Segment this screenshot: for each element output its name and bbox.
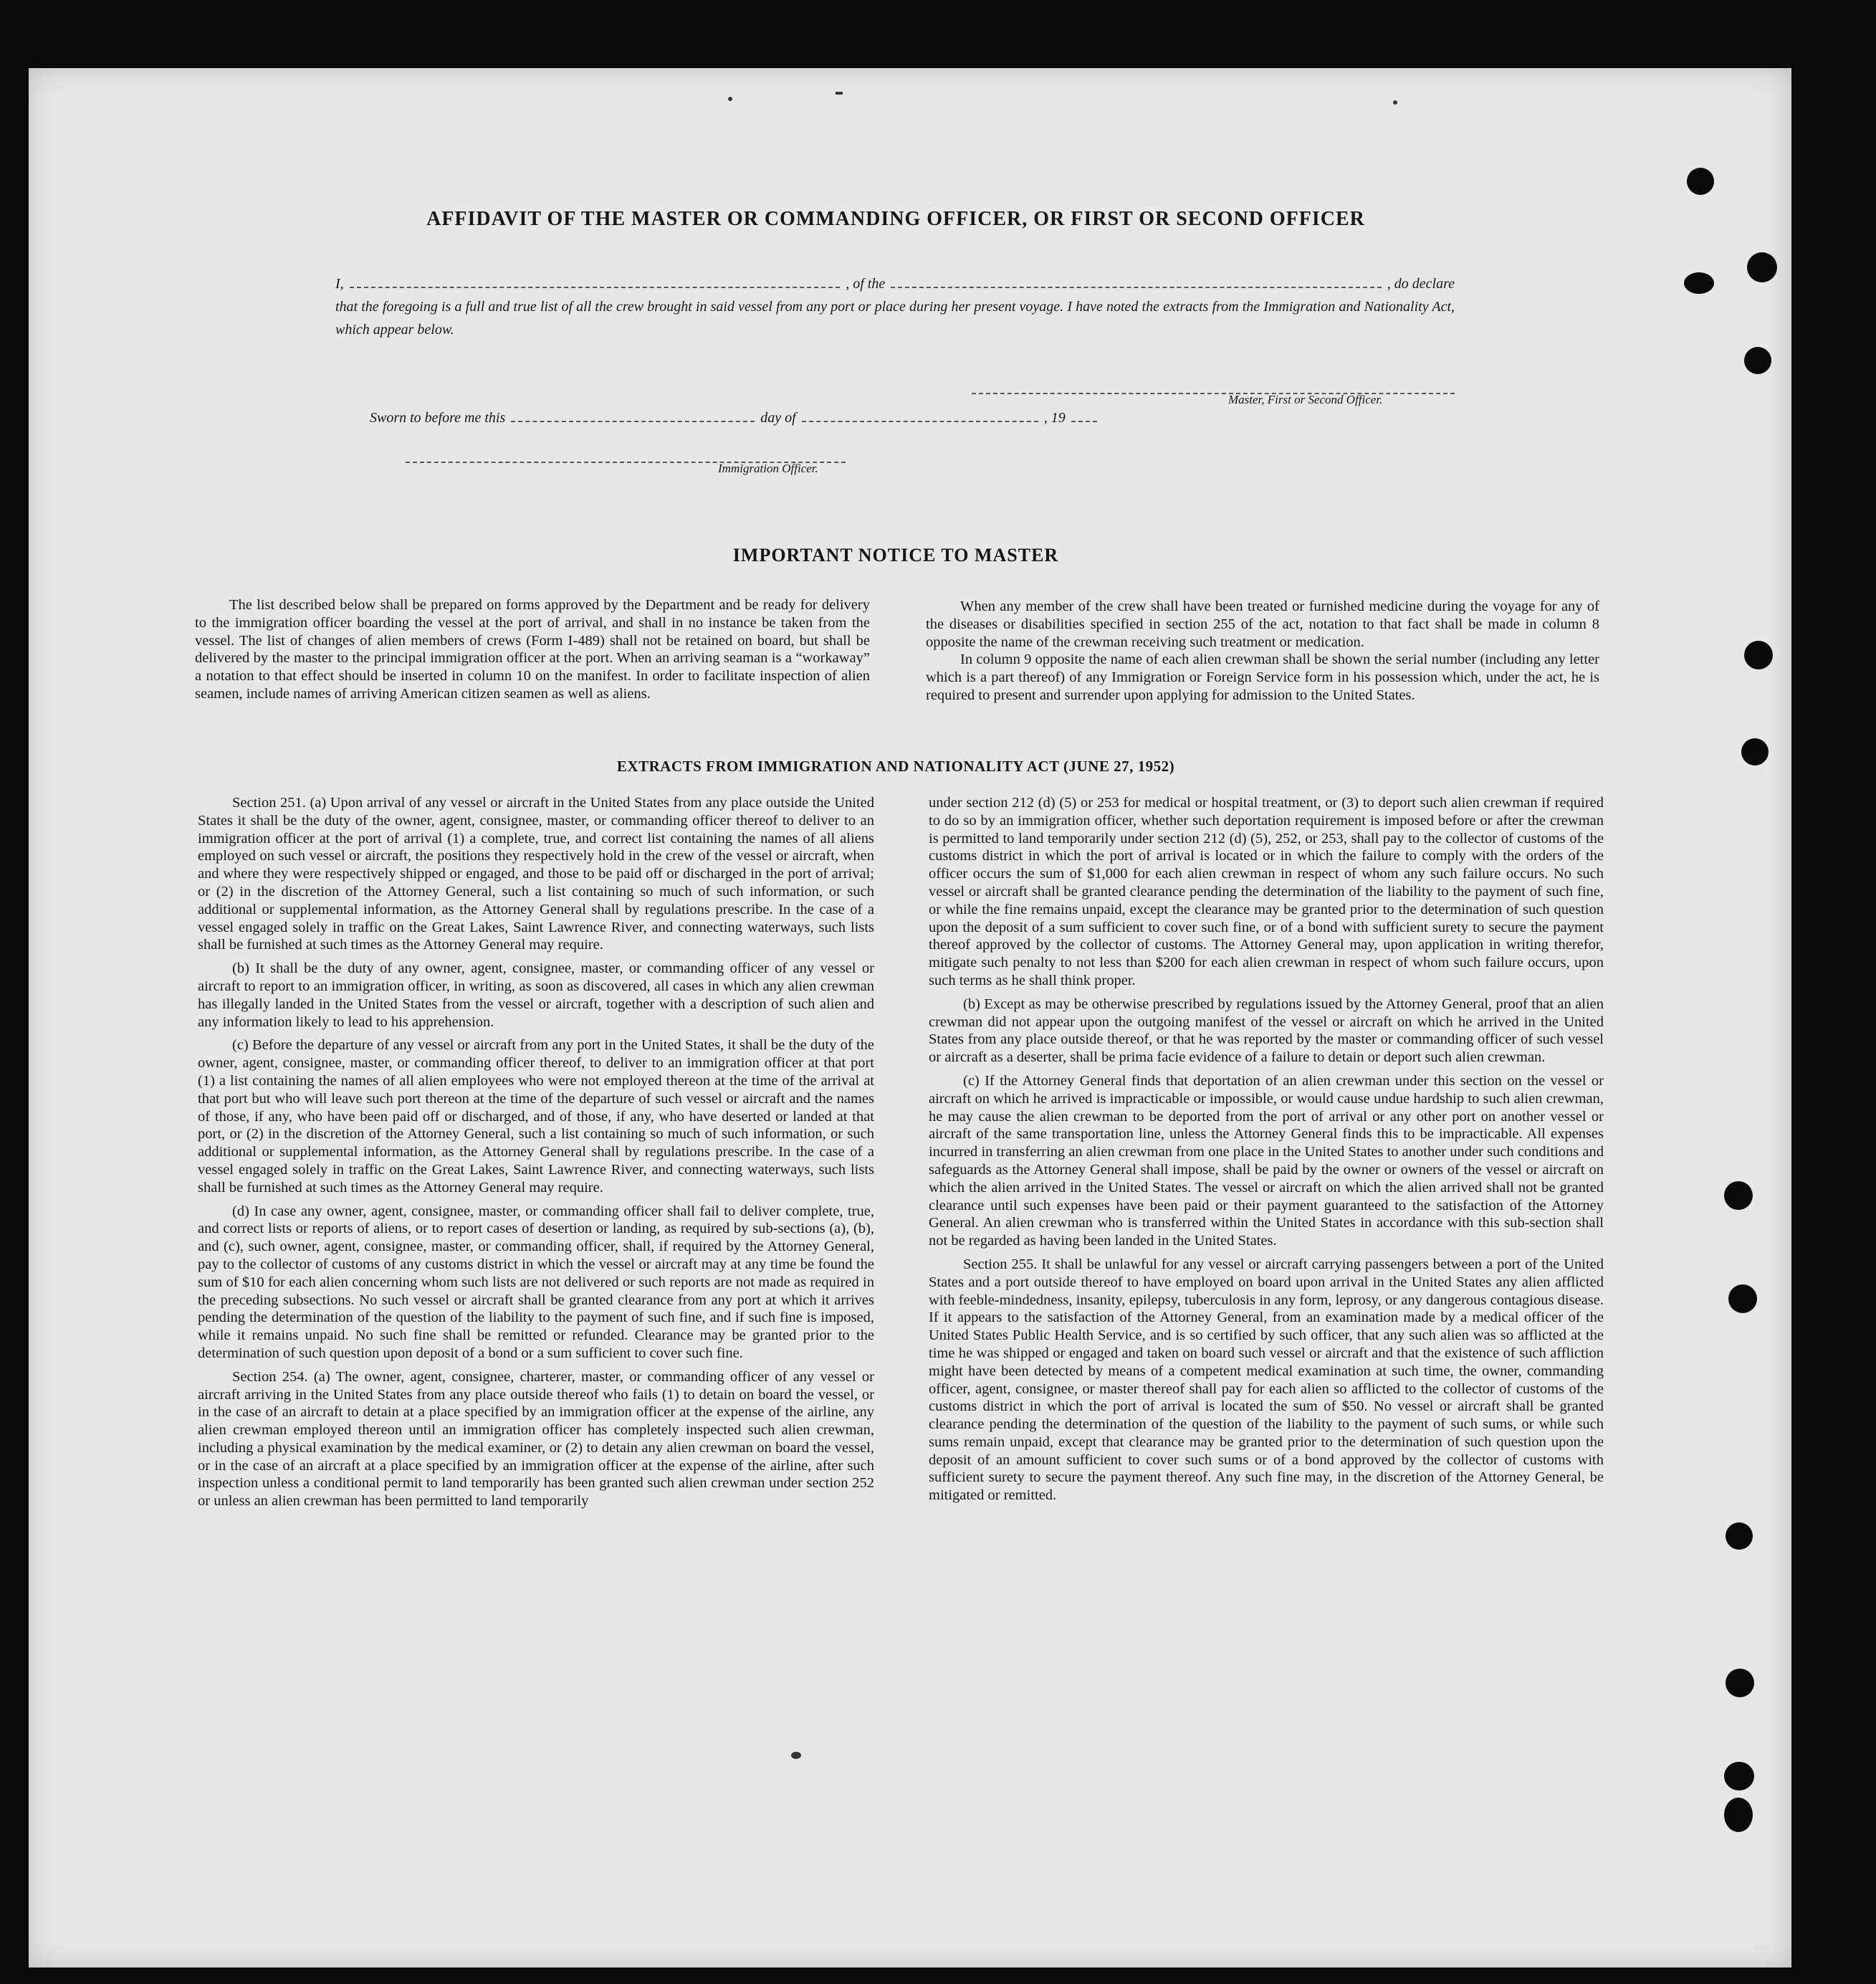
sworn-month-field[interactable] [802,412,1038,422]
section-paragraph: Section 254. (a) The owner, agent, consignee, charterer, master, or commanding officer of any vessel or aircraft arriving in the United States from any place outside thereof who fails (1) to detain on board the vessel, or in the case of an aircraft to detain at a place specified by an immigration officer at the expense of the airline, any alien crewman employed thereon until an immigration officer has completely inspected such alien crewman, including a physical examination by the medical examiner, or (2) to detain any alien crewman on board the vessel, or in the case of an aircraft at a place specified by an immigration officer at the expense of the airline, after such inspection unless a conditional permit to land temporarily has been granted such alien crewman under section 252 or unless an alien crewman has been permitted to land temporarily [198,1368,874,1510]
do-declare-label: , do declare [1387,276,1455,292]
punch-hole [1728,1284,1757,1313]
section-paragraph: (d) In case any owner, agent, consignee, master, or commanding officer shall fail to deliver complete, true, and correct lists or reports of aliens, or to report cases of desertion or landing, as required by sub-sections (a), (b), and (c), such owner, agent, consignee, master, or commanding officer, shall, if required by the Attorney General, pay to the collector of customs of any customs district in which the vessel or aircraft may at any time be found the sum of $10 for each alien concerning whom such lists are not delivered or such reports are not made as required in the preceding subsections. No such vessel or aircraft shall be granted clearance from any port at which it arrives pending the determination of the question of the liability to the payment of such fine, and if such fine is imposed, while it remains unpaid. No such fine shall be remitted or refunded. Clearance may be granted prior to the determination of such question upon deposit of a bond or a sum sufficient to cover such fine. [198,1203,874,1361]
vessel-name-field[interactable] [891,277,1382,288]
section-paragraph: (b) Except as may be otherwise prescribed by regulations issued by the Attorney General, proof that an alien crewman did not appear upon the outgoing manifest of the vessel or aircraft on which he arrived in the United States from any place outside thereof, or that he was reported by the master or commanding officer of such vessel or aircraft as a deserter, shall be prima facie evidence of a failure to detain or deport such alien crewman. [929,996,1604,1066]
section-paragraph: (c) Before the departure of any vessel or aircraft from any port in the United States, it shall be the duty of the owner, agent, consignee, master, or commanding officer thereof, to deliver to an immigration officer at that port (1) a list containing the names of all alien employees who were not employed thereon at the time of the arrival at that port but who will leave such port thereon at the time of the departure of such vessel or aircraft and the names of those, if any, who have been paid off or discharged, and of those, if any, who have deserted or landed at that port, or (2) in the discretion of the Attorney General, such a list containing so much of such information, or such additional or supplemental information, as the Attorney General shall by regulations prescribe. In the case of a vessel engaged solely in traffic on the Great Lakes, Saint Lawrence River, and connecting waterways, such lists shall be furnished at such times as the Attorney General may require. [198,1037,874,1196]
sworn-line [370,410,1179,426]
immigration-officer-label: Immigration Officer. [718,462,818,475]
sworn-year-field[interactable] [1071,412,1097,422]
stray-mark [728,97,732,101]
section-paragraph: (c) If the Attorney General finds that deportation of an alien crewman under this section on the vessel or aircraft on which he arrived is impracticable or impossible, or would cause undue hardship to such alien crewman, he may cause the alien crewman to be deported from the port of arrival or any other port on another vessel or aircraft of the same transportation line, unless the Attorney General finds this to be impracticable. All expenses incurred in transferring an alien crewman from one place in the United States to another under such conditions and safeguards as the Attorney General shall impose, shall be paid by the owner or owners of the vessel or aircraft on which the alien arrived in the United States. The vessel or aircraft on which the alien arrived shall not be granted clearance until such expenses have been paid or their payment guaranteed to the satisfaction of the Attorney General. An alien crewman who is transferred within the United States in accordance with this sub-section shall not be regarded as having been landed in the United States. [929,1072,1604,1249]
punch-hole [1726,1522,1753,1550]
extracts-left-column [198,794,874,1516]
notice-paragraph: When any member of the crew shall have been treated or furnished medicine during the voyage for any of the diseases or disabilities specified in section 255 of the act, notation to that fact shall be made in column 8 opposite the name of the crewman receiving such treatment or medication. [926,598,1599,650]
section-paragraph: Section 255. It shall be unlawful for any vessel or aircraft carrying passengers between a port of the United States and a port outside thereof to have employed on board upon arrival in the United States any alien afflicted with feeble-mindedness, insanity, epilepsy, tuberculosis in any form, leprosy, or any dangerous contagious disease. If it appears to the satisfaction of the Attorney General, from an examination made by a medical officer of the United States Public Health Service, and is so certified by such officer, that any such alien was so afflicted at the time he was shipped or engaged and taken on board such vessel or aircraft and that the existence of such affliction might have been detected by means of a competent medical examination at such time, the owner, commanding officer, agent, consignee, or master thereof shall pay for each alien so afflicted to the collector of customs of the customs district in which the port of arrival is located the sum of $50. No vessel or aircraft shall be granted clearance pending the determination of the question of the liability to the payment of such sums, or while such sums remain unpaid, except that clearance may be granted prior to the determination of such question upon the deposit of an amount sufficient to cover such sums or of a bond approved by the collector of customs with sufficient surety to secure the payment thereof. Any such fine may, in the discretion of the Attorney General, be mitigated or remitted. [929,1256,1604,1504]
declarant-name-field[interactable] [350,277,841,288]
extracts-right-column [929,794,1604,1510]
punch-hole [1724,1762,1754,1790]
master-signature-label: Master, First or Second Officer. [1228,393,1383,406]
section-paragraph: (b) It shall be the duty of any owner, agent, consignee, master, or commanding officer of any vessel or aircraft to report to an immigration officer, in writing, as soon as discovered, all cases in which any alien crewman has illegally landed in the United States from the vessel or aircraft, together with a description of such alien and any information likely to lead to his apprehension. [198,960,874,1030]
section-paragraph: under section 212 (d) (5) or 253 for medical or hospital treatment, or (3) to deport such alien crewman if required to do so by an immigration officer, whether such deportation requirement is imposed before or after the crewman is permitted to land temporarily under section 212 (d) (5), 252, or 253, shall pay to the collector of customs of the customs district in which the port of arrival is located or in which the failure to comply with the orders of the officer occurs the sum of $1,000 for each alien crewman in respect of whom any such failure occurs. No such vessel or aircraft shall be granted clearance pending the determination of the liability to the payment of such fine, or while the fine remains unpaid, except the clearance may be granted prior to the determination of such question upon the deposit of a sum sufficient to cover such fine, or of a bond with sufficient surety to secure the payment thereof approved by the collector of customs. The Attorney General may, upon application in writing therefor, mitigate such penalty to not less than $200 for each alien crewman in respect of whom such failure occurs, upon such terms as he shall think proper. [929,795,1604,988]
notice-right-column [926,598,1599,710]
punch-hole [1747,252,1777,282]
affidavit-declaration [335,272,1455,341]
of-the-label: , of the [846,276,886,292]
stray-mark [1393,100,1397,105]
notice-paragraph: The list described below shall be prepared on forms approved by the Department and be ready for delivery to the immigration officer boarding the vessel at the port of arrival, and shall in no instance be taken from the vessel. The list of changes of alien members of crews (Form I-489) shall not be retained on board, but shall be delivered by the master to the principal immigration officer at the port. When an arriving seaman is a “workaway” a notation to that effect should be inserted in column 10 on the manifest. In order to facilitate inspection of alien seamen, include names of arriving American citizen seamen as well as aliens. [195,597,870,702]
stray-mark [836,92,843,95]
section-paragraph: Section 251. (a) Upon arrival of any vessel or aircraft in the United States from any place outside the United States it shall be the duty of the owner, agent, consignee, master, or commanding officer thereof to deliver to an immigration officer at the port of arrival (1) a complete, true, and correct list containing the names of all aliens employed on such vessel or aircraft, the positions they respectively hold in the crew of the vessel or aircraft, when and where they were respectively shipped or engaged, and those to be paid off or discharged in the port of arrival; or (2) in the discretion of the Attorney General, such a list containing so much of such information, or such additional or supplemental information, as the Attorney General shall by regulations prescribe. In the case of a vessel engaged solely in traffic on the Great Lakes, Saint Lawrence River, and connecting waterways, such lists shall be furnished at such times as the Attorney General may require. [198,795,874,953]
punch-hole [1687,168,1714,195]
declaration-line [335,272,1455,295]
notice-left-column [195,596,870,709]
punch-hole [1724,1798,1753,1832]
punch-hole [1724,1181,1753,1210]
extracts-title: EXTRACTS FROM IMMIGRATION AND NATIONALITY ACT (JUNE 27, 1952) [616,758,1175,775]
declaration-text: that the foregoing is a full and true list of all the crew brought in said vessel from any port or place during her present voyage. I have noted the extracts from the Immigration and Nationality Act, which appear below. [335,299,1455,338]
punch-hole [1744,347,1771,374]
affidavit-title: AFFIDAVIT OF THE MASTER OR COMMANDING OFFICER, OR FIRST OR SECOND OFFICER [426,208,1365,230]
notice-title: IMPORTANT NOTICE TO MASTER [732,545,1059,566]
stray-mark [791,1752,801,1759]
sworn-label: Sworn to before me this [370,410,506,426]
day-of-label: day of [760,410,796,426]
punch-hole [1741,738,1769,766]
punch-hole [1684,272,1714,294]
sworn-date-field[interactable] [511,412,755,422]
notice-paragraph: In column 9 opposite the name of each alien crewman shall be shown the serial number (including any letter which is a part thereof) of any Immigration or Foreign Service form in his possession which, under the act, he is required to present and surrender upon applying for admission to the United States. [926,652,1599,703]
punch-hole [1726,1669,1754,1697]
punch-hole [1744,641,1773,669]
declarant-label: I, [335,276,344,292]
year-label: , 19 [1043,410,1066,426]
